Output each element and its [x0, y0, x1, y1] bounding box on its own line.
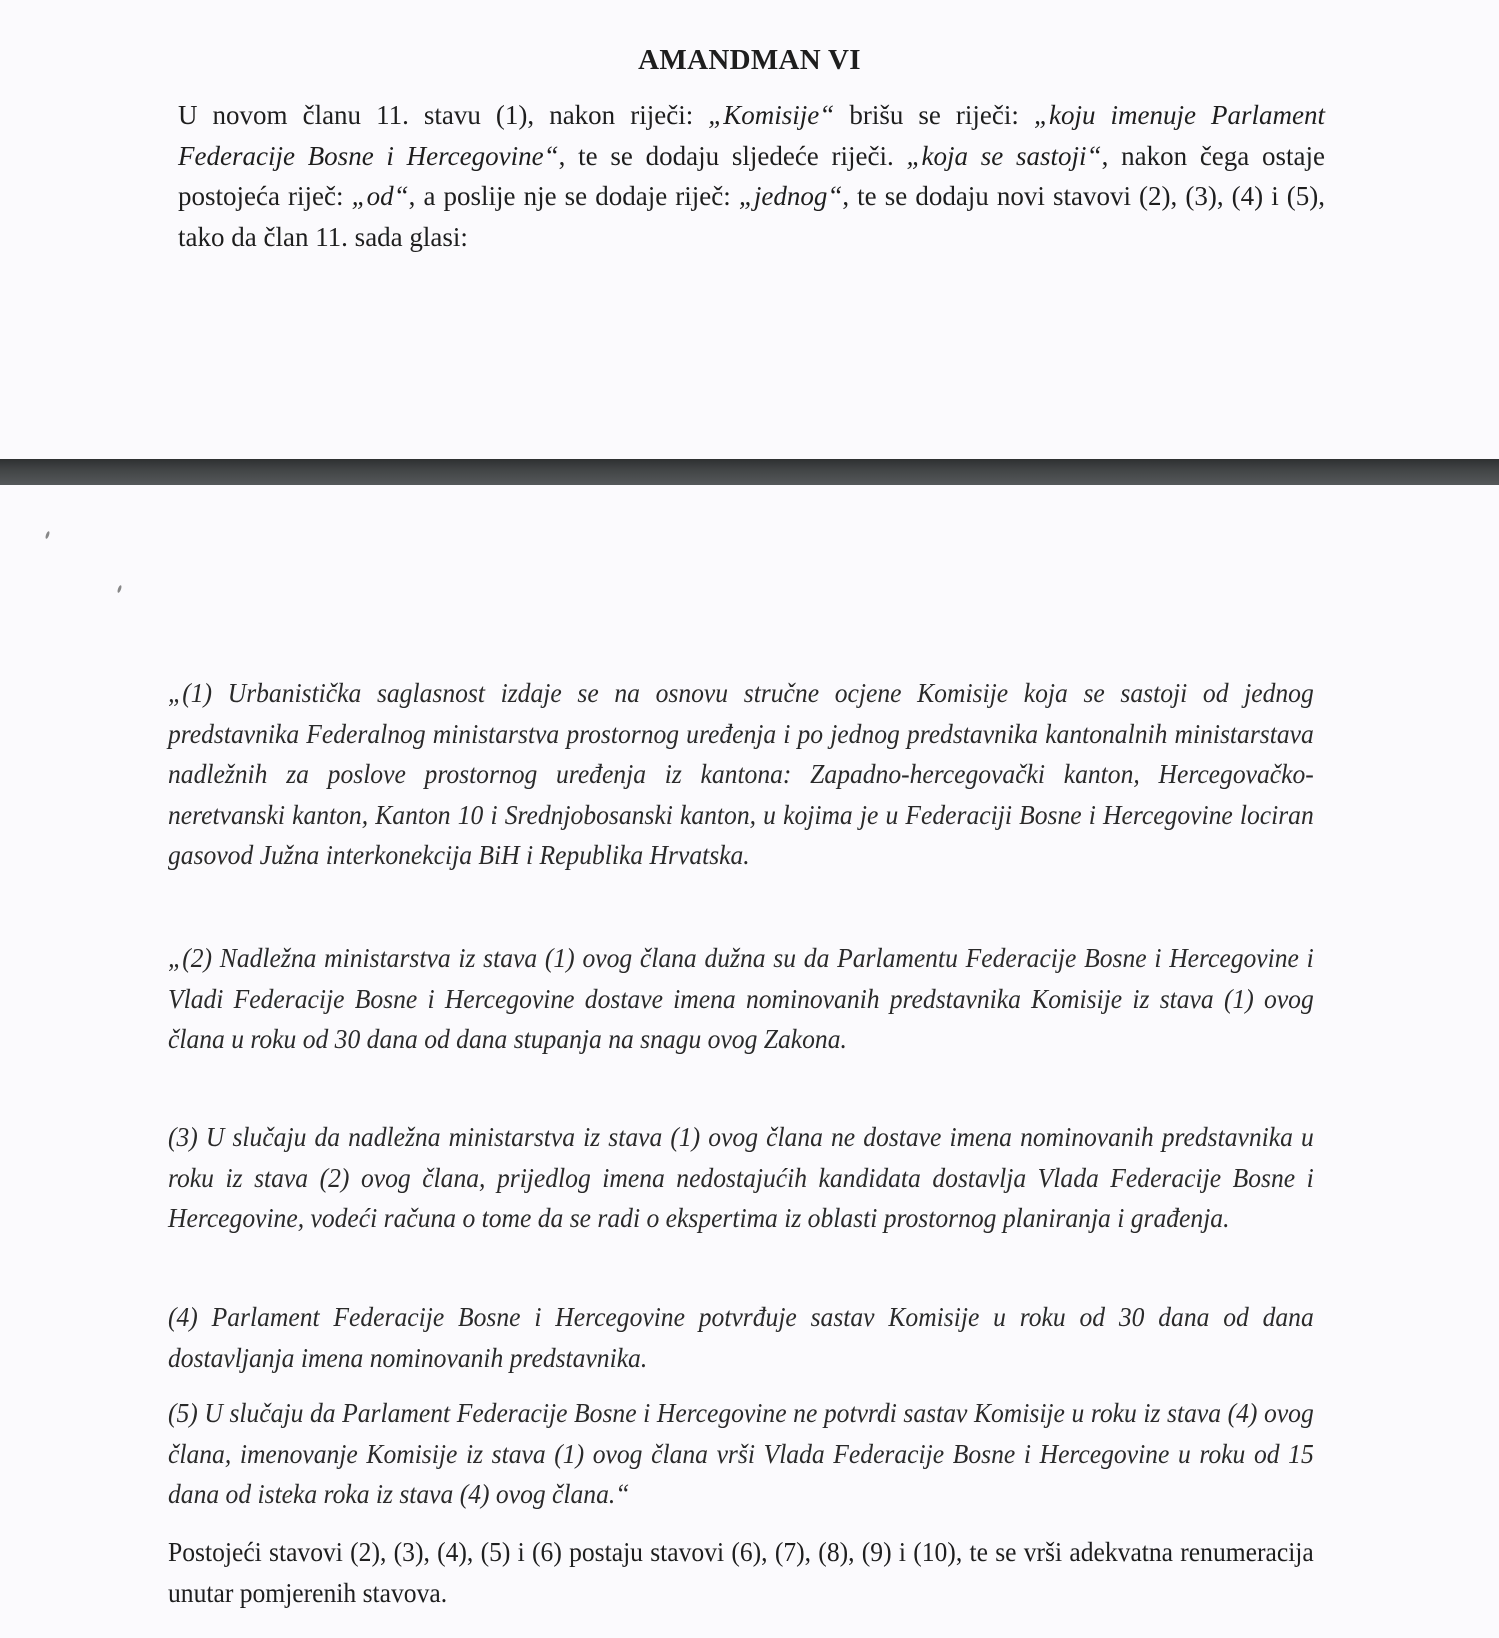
amendment-title: AMANDMAN VI: [638, 44, 861, 76]
article-paragraph-5: (5) U slučaju da Parlament Federacije Bosne i Hercegovine ne potvrdi sastav Komisije u roku iz stava (4) ovog člana, imenovanje Komisije iz stava (1) ovog člana vrši Vlada Federacije Bosne i Hercegovine u roku od 15 dana od isteka roka iz stava (4) ovog člana.“: [168, 1397, 1314, 1510]
intro-text: , nakon čega ostaje postojeća riječ:: [178, 140, 1326, 211]
intro-text: U novom članu 11. stavu (1), nakon riječi:: [178, 100, 709, 130]
intro-text: , a poslije nje se dodaje riječ:: [408, 181, 739, 211]
renumbering-paragraph: Postojeći stavovi (2), (3), (4), (5) i (6) postaju stavovi (6), (7), (8), (9) i (10), te se vrši adekvatna renumeracija unutar pomjerenih stavova.: [168, 1536, 1314, 1608]
article-paragraph-2: „(2) Nadležna ministarstva iz stava (1) ovog člana dužna su da Parlamentu Federacije Bosne i Hercegovine i Vladi Federacije Bosne i Hercegovine dostave imena nominovanih predstavnika Komisije iz stava (1) ovog člana u roku od 30 dana od dana stupanja na snagu ovog Zakona.: [168, 942, 1314, 1055]
scan-speck: [45, 531, 51, 540]
intro-quoted-word: „od“: [351, 181, 409, 211]
article-paragraph-3: (3) U slučaju da nadležna ministarstva iz stava (1) ovog člana ne dostave imena nominovanih predstavnika u roku iz stava (2) ovog člana, prijedlog imena nedostajućih kandidata dostavlja Vlada Federacije Bosne i Hercegovine, vodeći računa o tome da se radi o ekspertima iz oblasti prostornog planiranja i građenja.: [168, 1121, 1314, 1234]
intro-text: brišu se riječi:: [834, 100, 1034, 130]
intro-text: , te se dodaju novi stavovi (2), (3), (4) i (5), tako da član 11. sada glasi:: [178, 181, 1326, 252]
intro-quoted-word: „koju imenuje Parlament Federacije Bosne i Hercegovine“: [178, 100, 1325, 171]
intro-quoted-word: „jednog“: [738, 181, 843, 211]
intro-text: , te se dodaju sljedeće riječi.: [558, 140, 907, 171]
article-paragraph-4: (4) Parlament Federacije Bosne i Hercegovine potvrđuje sastav Komisije u roku od 30 dana od dana dostavljanja imena nominovanih predstavnika.: [168, 1301, 1314, 1373]
document-page-top: [0, 0, 1499, 459]
intro-quoted-word: „koja se sastoji“: [906, 140, 1102, 171]
article-paragraph-1: „(1) Urbanistička saglasnost izdaje se na osnovu stručne ocjene Komisije koja se sastoji od jednog predstavnika Federalnog ministarstva prostornog uređenja i po jednog predstavnika kantonalnih ministarstava nadležnih za poslove prostornog uređenja iz kantona: Zapadno-hercegovački kanton, Hercegovačko-neretvanski kanton, Kanton 10 i Srednjobosanski kanton, u kojima je u Federaciji Bosne i Hercegovine lociran gasovod Južna interkonekcija BiH i Republika Hrvatska.: [168, 677, 1314, 871]
scan-speck: [117, 585, 123, 594]
page-divider: [0, 459, 1499, 485]
intro-quoted-word: „Komisije“: [708, 100, 835, 130]
amendment-intro-paragraph: [178, 95, 1325, 257]
